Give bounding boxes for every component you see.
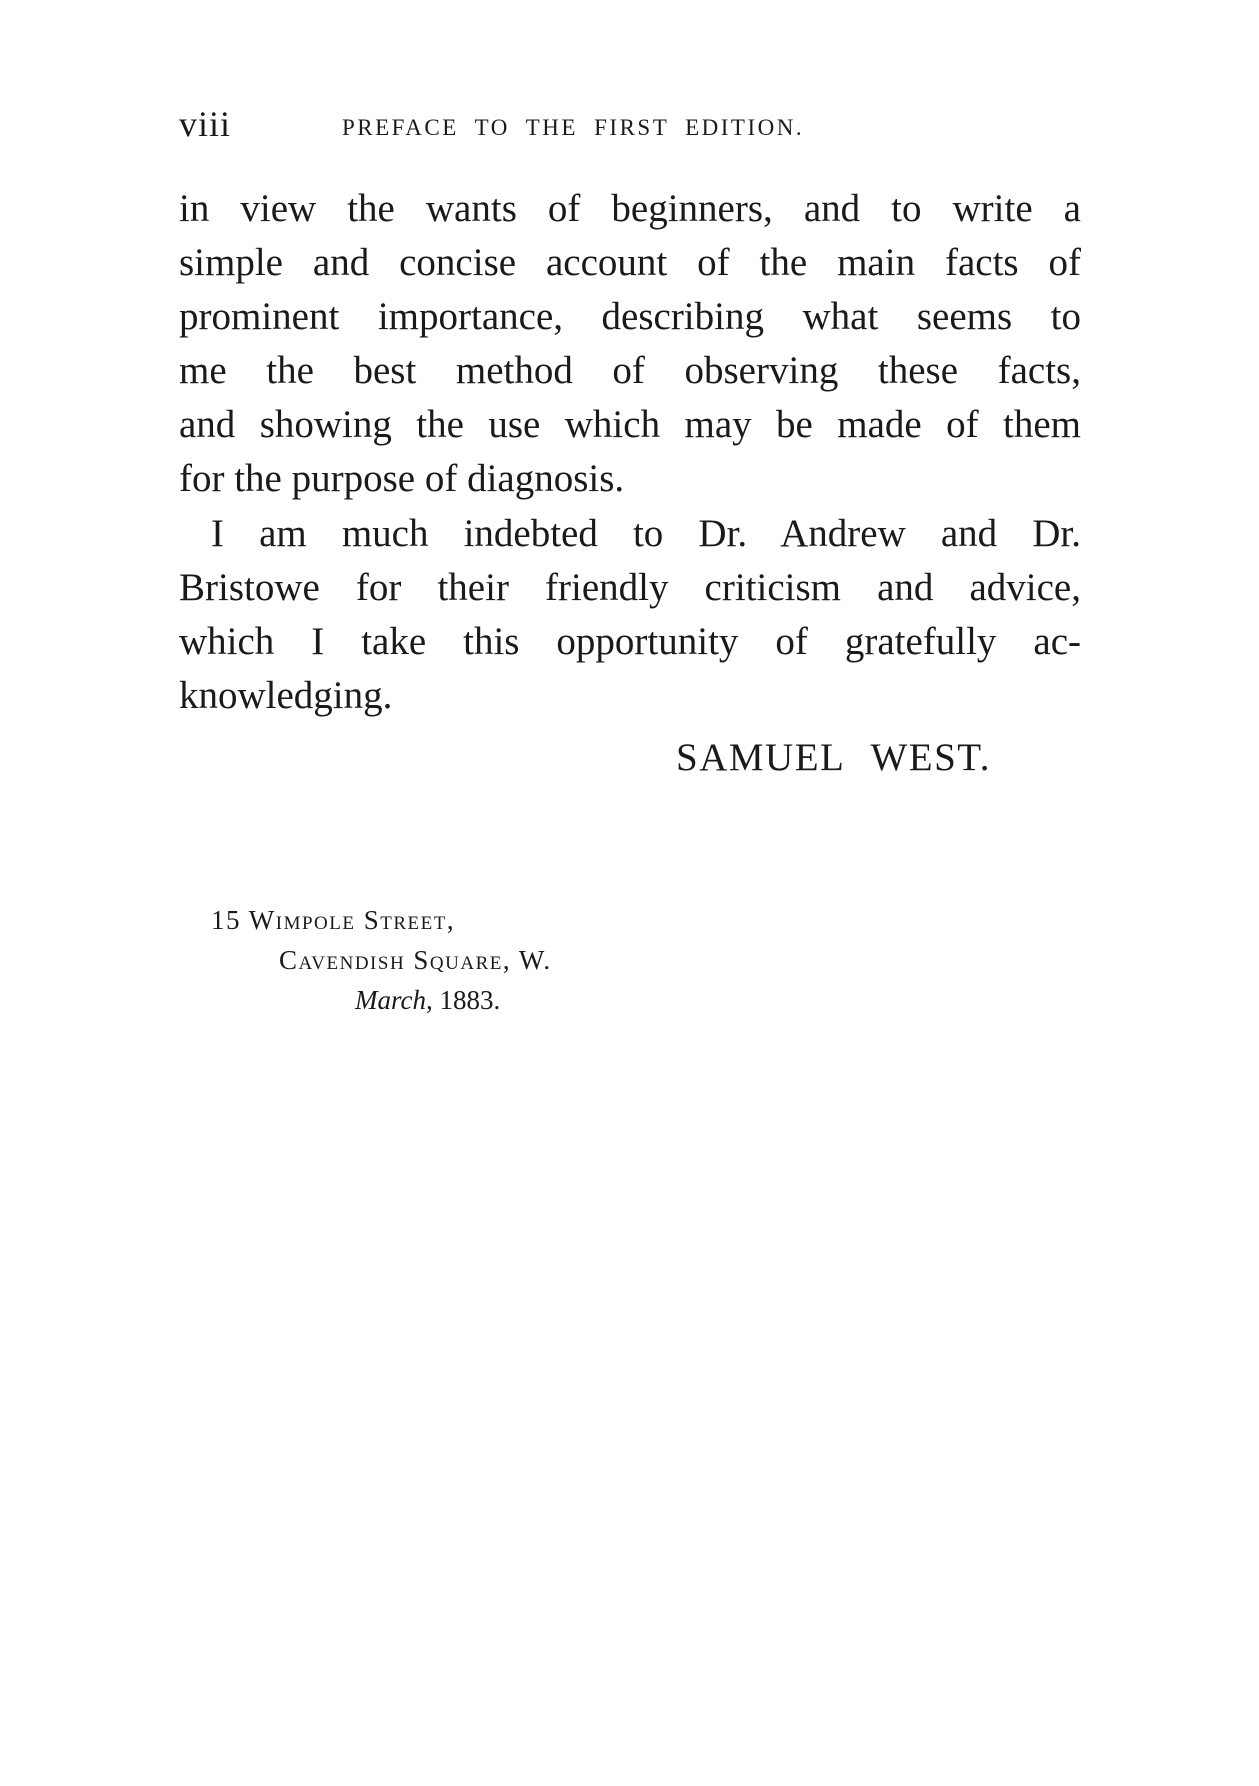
text-line: I am much indebted to Dr. Andrew and Dr. <box>211 512 1081 555</box>
text-line: simple and concise account of the main facts of <box>179 241 1081 284</box>
date-year: 1883. <box>439 985 501 1015</box>
running-head: PREFACE TO THE FIRST EDITION. <box>342 115 805 140</box>
text-line: and showing the use which may be made of them <box>179 403 1081 446</box>
address-line-street: 15 Wimpole Street, <box>211 905 456 935</box>
text-line: in view the wants of beginners, and to write a <box>179 187 1081 230</box>
text-line: knowledging. <box>179 674 393 717</box>
text-line: Bristowe for their friendly criticism and advice, <box>179 566 1081 609</box>
date-month: March, <box>355 985 433 1015</box>
text-line: me the best method of observing these facts, <box>179 349 1081 392</box>
signature: SAMUEL WEST. <box>676 736 991 779</box>
address-line-square: Cavendish Square, W. <box>279 945 552 975</box>
page-number: viii <box>179 104 232 144</box>
date-line <box>355 984 500 1016</box>
text-line: prominent importance, describing what seems to <box>179 295 1081 338</box>
text-line: for the purpose of diagnosis. <box>179 457 625 500</box>
text-line: which I take this opportunity of gratefully ac- <box>179 620 1081 663</box>
